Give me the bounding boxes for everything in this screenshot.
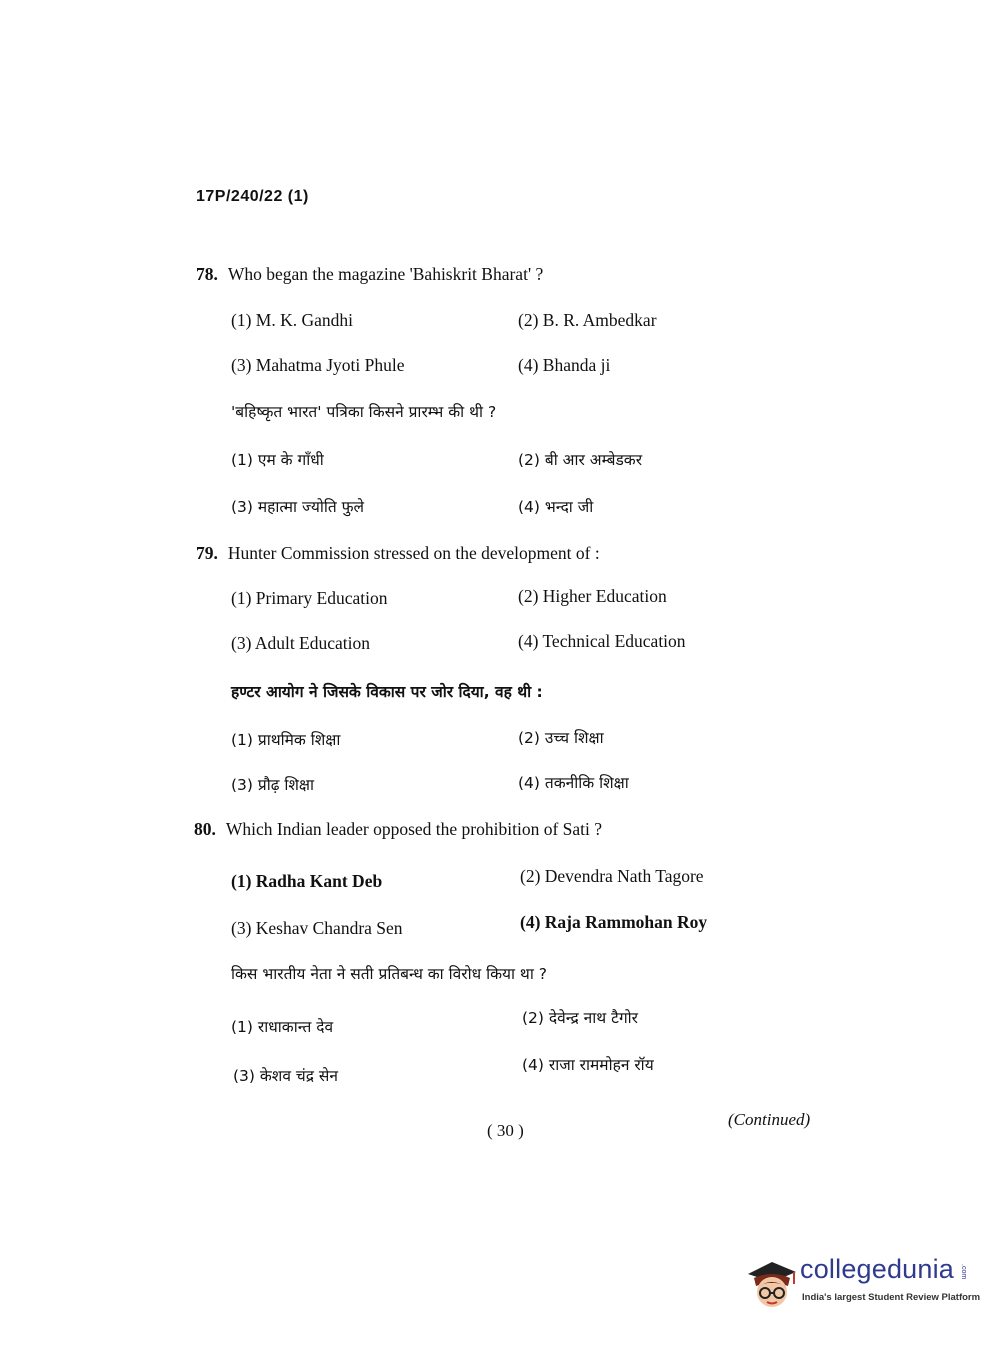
question-text-en: Who began the magazine 'Bahiskrit Bharat' ? bbox=[227, 264, 544, 284]
q80-option-1-hi: (1) राधाकान्त देव bbox=[231, 1018, 334, 1036]
q79-option-4-en: (4) Technical Education bbox=[518, 631, 686, 651]
question-number: 80. bbox=[194, 819, 216, 839]
q80-option-2-en: (2) Devendra Nath Tagore bbox=[520, 866, 704, 886]
q78-option-2-hi: (2) बी आर अम्बेडकर bbox=[518, 451, 643, 469]
question-80 bbox=[194, 819, 602, 840]
q79-option-2-hi: (2) उच्च शिक्षा bbox=[518, 729, 604, 747]
q79-option-1-hi: (1) प्राथमिक शिक्षा bbox=[231, 731, 341, 749]
q80-option-3-en: (3) Keshav Chandra Sen bbox=[231, 918, 403, 938]
q78-option-1-hi: (1) एम के गाँधी bbox=[231, 451, 324, 469]
q78-option-4-en: (4) Bhanda ji bbox=[518, 355, 611, 375]
question-number: 78. bbox=[196, 264, 218, 284]
brand-tagline: India's largest Student Review Platform bbox=[802, 1292, 981, 1303]
q78-text-hi: 'बहिष्कृत भारत' पत्रिका किसने प्रारम्भ की थी ? bbox=[231, 403, 497, 421]
question-79 bbox=[196, 543, 600, 564]
brand-domain: .com bbox=[960, 1264, 967, 1280]
page-number: ( 30 ) bbox=[487, 1121, 524, 1140]
q79-option-1-en: (1) Primary Education bbox=[231, 588, 388, 608]
q80-option-4-en: (4) Raja Rammohan Roy bbox=[520, 912, 708, 932]
question-text-en: Which Indian leader opposed the prohibition of Sati ? bbox=[225, 819, 603, 839]
q79-option-3-hi: (3) प्रौढ़ शिक्षा bbox=[231, 776, 315, 794]
q80-option-4-hi: (4) राजा राममोहन रॉय bbox=[522, 1056, 654, 1074]
q79-option-2-en: (2) Higher Education bbox=[518, 586, 667, 606]
q79-option-3-en: (3) Adult Education bbox=[231, 633, 371, 653]
question-number: 79. bbox=[196, 543, 218, 563]
q80-option-1-en: (1) Radha Kant Deb bbox=[231, 871, 383, 891]
question-text-en: Hunter Commission stressed on the development of : bbox=[227, 543, 600, 563]
q79-option-4-hi: (4) तकनीकि शिक्षा bbox=[518, 774, 629, 792]
q80-text-hi: किस भारतीय नेता ने सती प्रतिबन्ध का विरोध किया था ? bbox=[231, 965, 547, 983]
q78-option-3-en: (3) Mahatma Jyoti Phule bbox=[231, 355, 405, 375]
q79-text-hi: हण्टर आयोग ने जिसके विकास पर जोर दिया, वह थी : bbox=[231, 683, 543, 701]
q80-option-3-hi: (3) केशव चंद्र सेन bbox=[233, 1067, 338, 1085]
q78-option-3-hi: (3) महात्मा ज्योति फुले bbox=[231, 498, 365, 516]
q78-option-4-hi: (4) भन्दा जी bbox=[518, 498, 594, 516]
paper-code: 17P/240/22 (1) bbox=[196, 188, 309, 205]
q78-option-2-en: (2) B. R. Ambedkar bbox=[518, 310, 657, 330]
collegedunia-watermark bbox=[742, 1250, 981, 1312]
mascot-icon bbox=[742, 1252, 800, 1310]
q78-option-1-en: (1) M. K. Gandhi bbox=[231, 310, 353, 330]
q80-option-2-hi: (2) देवेन्द्र नाथ टैगोर bbox=[522, 1009, 639, 1027]
continued-label: (Continued) bbox=[728, 1110, 811, 1129]
question-78 bbox=[196, 264, 543, 285]
brand-name: collegedunia bbox=[800, 1254, 955, 1284]
